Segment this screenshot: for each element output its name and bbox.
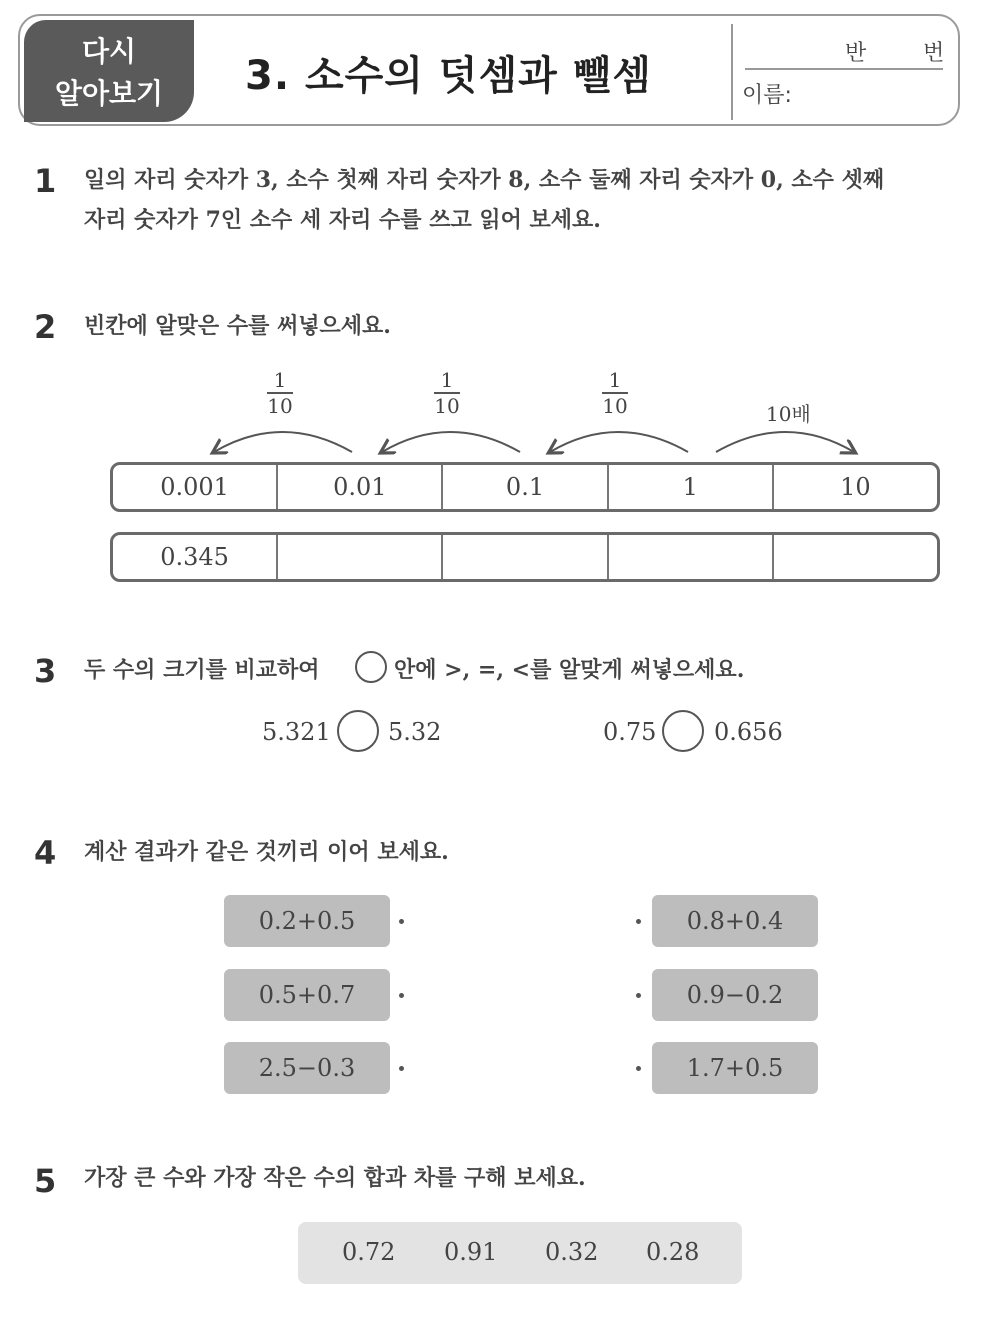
fraction-1: $\frac{1}{10}$ (267, 368, 293, 418)
connect-dot[interactable] (636, 1066, 641, 1071)
table-cell: 10 (840, 473, 871, 501)
connect-dot[interactable] (399, 919, 404, 924)
question-1-text-line1: 일의 자리 숫자가 3, 소수 첫째 자리 숫자가 8, 소수 둘째 자리 숫자가 0, 소수 셋째 (84, 167, 885, 193)
number-item: 0.32 (545, 1238, 599, 1266)
badge-line2: 알아보기 (54, 77, 164, 110)
question-4-text: 계산 결과가 같은 것끼리 이어 보세요. (84, 839, 449, 865)
number-item: 0.72 (342, 1238, 396, 1266)
question-3-text-after: 안에 >, =, <를 알맞게 써넣으세요. (394, 657, 745, 683)
compare-right-1: 5.32 (388, 718, 442, 746)
number-box (298, 1222, 742, 1284)
arrow-diagram (0, 0, 1000, 470)
connect-dot[interactable] (399, 1066, 404, 1071)
left-expression: 2.5−0.3 (224, 1042, 390, 1094)
question-1-text-line2: 자리 숫자가 7인 소수 세 자리 수를 쓰고 읽어 보세요. (84, 207, 601, 233)
table-cell: 0.345 (113, 535, 278, 579)
number-label: 번 (923, 41, 945, 66)
arrow-2 (382, 432, 520, 452)
left-expression: 0.5+0.7 (224, 969, 390, 1021)
times-ten-label: 10배 (766, 402, 811, 426)
answer-blank[interactable] (774, 535, 937, 579)
connect-dot[interactable] (399, 993, 404, 998)
page-title: 3. 소수의 덧셈과 뺄셈 (245, 53, 652, 99)
compare-circle-1[interactable] (337, 710, 379, 752)
answer-row (110, 532, 940, 582)
place-value-row (110, 462, 940, 512)
fraction-2: $\frac{1}{10}$ (434, 368, 460, 418)
compare-left-1: 5.321 (262, 718, 331, 746)
fraction-3: $\frac{1}{10}$ (602, 368, 628, 418)
arrow-1 (214, 432, 352, 452)
question-3-text-before: 두 수의 크기를 비교하여 (84, 657, 320, 683)
question-4-number: 4 (34, 834, 57, 872)
answer-blank[interactable] (443, 535, 608, 579)
left-expression: 0.2+0.5 (224, 895, 390, 947)
connect-dot[interactable] (636, 993, 641, 998)
number-item: 0.91 (444, 1238, 498, 1266)
table-cell: 0.01 (278, 465, 443, 509)
right-expression: 0.9−0.2 (652, 969, 818, 1021)
right-expression: 1.7+0.5 (652, 1042, 818, 1094)
question-2-number: 2 (34, 308, 57, 346)
answer-blank[interactable] (609, 535, 774, 579)
name-label: 이름: (742, 83, 792, 108)
compare-circle-2[interactable] (662, 710, 704, 752)
compare-right-2: 0.656 (714, 718, 783, 746)
table-cell: 0.001 (113, 465, 278, 509)
question-5-text: 가장 큰 수와 가장 작은 수의 합과 차를 구해 보세요. (84, 1165, 586, 1191)
badge-line1: 다시 (81, 35, 137, 68)
arrow-4 (716, 432, 854, 452)
arrow-3 (550, 432, 688, 452)
connect-dot[interactable] (636, 919, 641, 924)
answer-blank[interactable] (278, 535, 443, 579)
compare-left-2: 0.75 (603, 718, 657, 746)
right-expression: 0.8+0.4 (652, 895, 818, 947)
table-cell: 1 (609, 465, 774, 509)
table-cell: 0.1 (443, 465, 608, 509)
circle-icon (355, 651, 387, 683)
question-3-number: 3 (34, 652, 57, 690)
question-5-number: 5 (34, 1162, 57, 1200)
question-1-number: 1 (34, 162, 57, 200)
question-2-text: 빈칸에 알맞은 수를 써넣으세요. (84, 313, 391, 339)
class-label: 반 (845, 41, 867, 66)
number-item: 0.28 (646, 1238, 700, 1266)
